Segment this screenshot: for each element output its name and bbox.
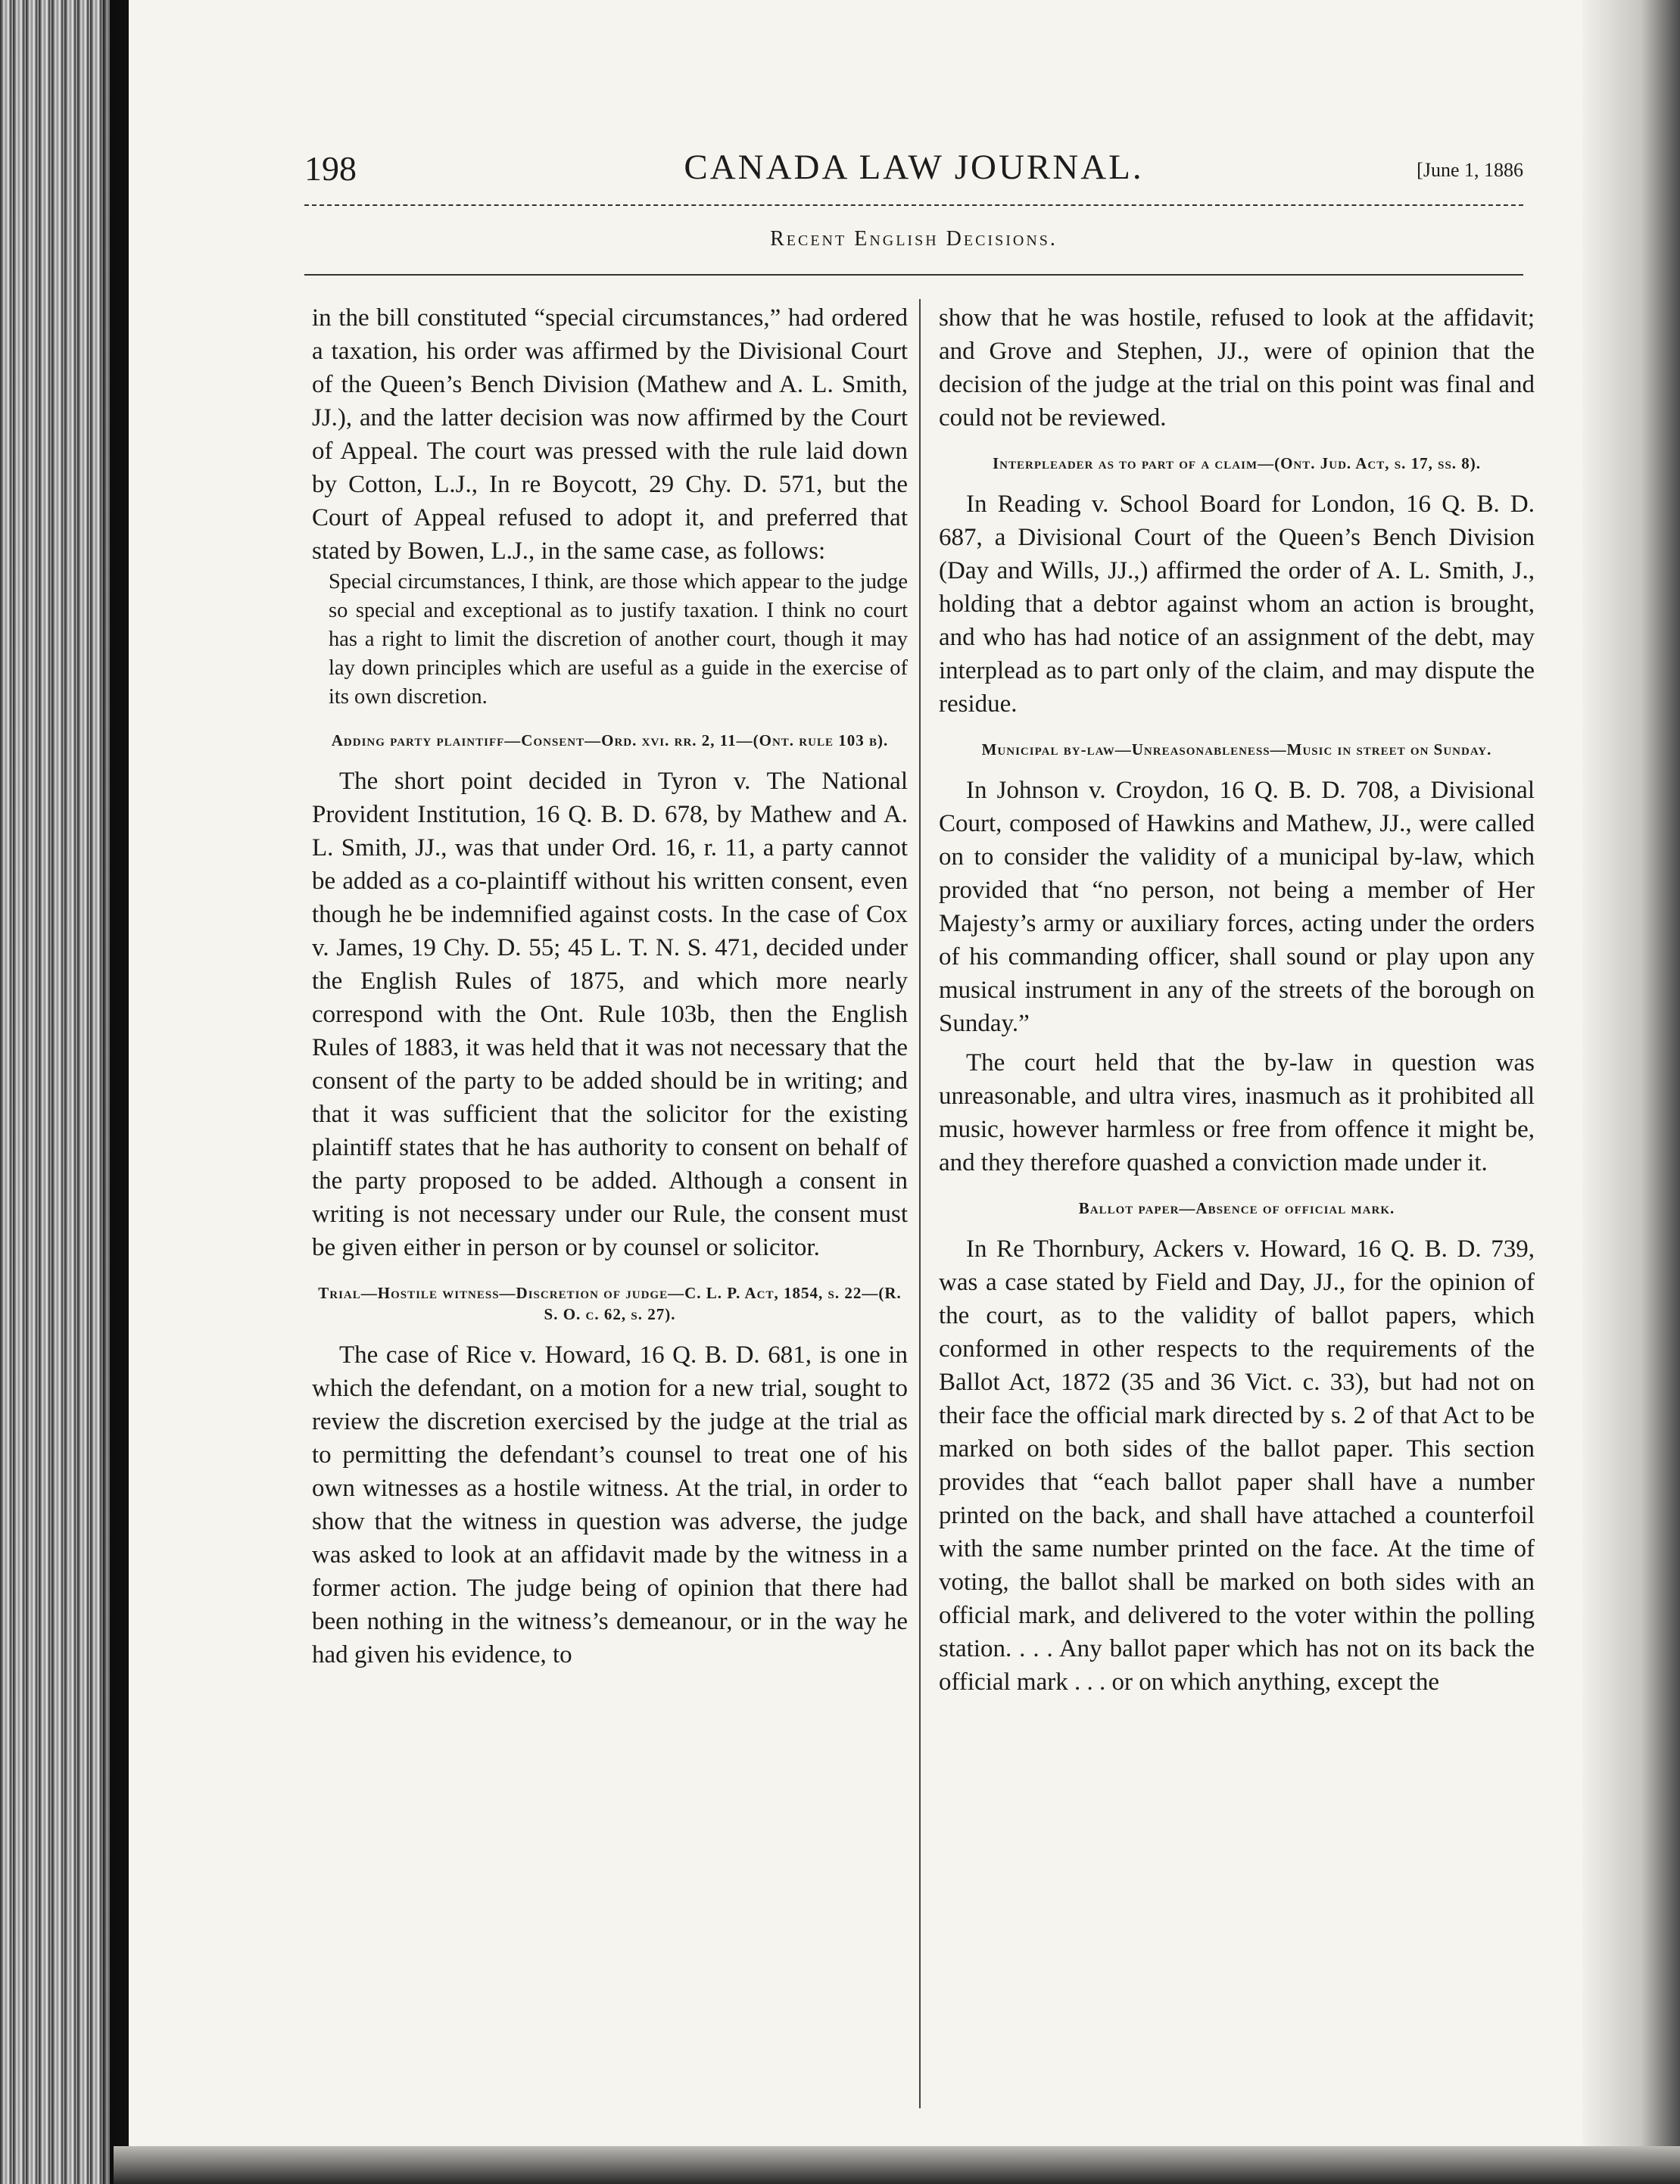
right-paragraph-3: In Johnson v. Croydon, 16 Q. B. D. 708, a Divisional Court, composed of Hawkins and Mathew, JJ., were called on to consider the validity of a municipal by-law, which provided that “no person, not being a member of Her Majesty’s army or auxiliary forces, acting under the orders of his commanding officer, shall sound or play upon any musical instrument in any of the streets of the borough on Sunday.”	[939, 777, 1535, 1037]
right-paragraph-5: In Re Thornbury, Ackers v. Howard, 16 Q. B. D. 739, was a case stated by Field and Day, JJ., for the opinion of the court, as to the validity of ballot papers, which conformed in other respects to the requirements of the Ballot Act, 1872 (35 and 36 Vict. c. 33), but had not on their face the official mark directed by s. 2 of that Act to be marked on both sides of the ballot paper. This section provides that “each ballot paper shall have a number printed on the back, and shall have attached a counterfoil with the same number printed on the face. At the time of voting, the ballot shall be marked on both sides with an official mark, and delivered to the voter within the polling station. . . . Any ballot paper which has not on its back the official mark . . . or on which anything, except the	[939, 1235, 1535, 1696]
left-heading-2: Trial—Hostile witness—Discretion of judge—C. L. P. Act, 1854, s. 22—(R. S. O. c. 62, s. 27).	[318, 1284, 902, 1323]
right-column	[939, 301, 1535, 1699]
issue-date: [June 1, 1886	[1417, 159, 1523, 181]
bottom-page-edge	[114, 2146, 1680, 2184]
page-number: 198	[304, 149, 357, 188]
running-header	[304, 142, 1523, 188]
left-paragraph-1: in the bill constituted “special circumstances,” had ordered a taxation, his order was affirmed by the Divisional Court of the Queen’s Bench Division (Mathew and A. L. Smith, JJ.), and the latter decision was now affirmed by the Court of Appeal. The court was pressed with the rule laid down by Cotton, L.J., In re Boycott, 29 Chy. D. 571, but the Court of Appeal refused to adopt it, and preferred that stated by Bowen, L.J., in the same case, as follows:	[312, 304, 908, 565]
right-paragraph-4: The court held that the by-law in question was unreasonable, and ultra vires, inasmuch as it prohibited all music, however harmless or free from offence it might be, and they therefore quashed a conviction made under it.	[939, 1049, 1535, 1176]
left-paragraph-3: The case of Rice v. Howard, 16 Q. B. D. 681, is one in which the defendant, on a motion for a new trial, sought to review the discretion exercised by the judge at the trial as to permitting the defendant’s counsel to treat one of his own witnesses as a hostile witness. At the trial, in order to show that the witness in question was adverse, the judge was asked to look at an affidavit made by the witness in a former action. The judge being of opinion that there had been nothing in the witness’s demeanour, or in the way he had given his evidence, to	[312, 1341, 908, 1668]
left-column	[312, 301, 908, 1671]
right-heading-2: Municipal by-law—Unreasonableness—Music in street on Sunday.	[981, 740, 1492, 759]
column-divider	[919, 299, 921, 2108]
section-title: Recent English Decisions.	[770, 227, 1058, 251]
left-paragraph-2: The short point decided in Tyron v. The National Provident Institution, 16 Q. B. D. 678, by Mathew and A. L. Smith, JJ., was that under Ord. 16, r. 11, a party cannot be added as a co-plaintiff without his written consent, even though he be indemnified against costs. In the case of Cox v. James, 19 Chy. D. 55; 45 L. T. N. S. 471, decided under the English Rules of 1875, and which more nearly correspond with the Ont. Rule 103b, then the English Rules of 1883, it was held that it was not necessary that the consent of the party to be added should be in writing; and that it was sufficient that the solicitor for the existing plaintiff states that he has authority to consent on behalf of the party proposed to be added. Although a consent in writing is not necessary under our Rule, the consent must be given either in person or by counsel or solicitor.	[312, 768, 908, 1261]
header-rule	[304, 204, 1523, 206]
right-heading-1: Interpleader as to part of a claim—(Ont. Jud. Act, s. 17, ss. 8).	[992, 454, 1482, 472]
journal-title: CANADA LAW JOURNAL.	[684, 148, 1144, 187]
book-binding	[0, 0, 110, 2184]
left-quote: Special circumstances, I think, are those which appear to the judge so special and exceptional as to justify taxation. I think no court has a right to limit the discretion of another court, though it may lay down principles which are useful as a guide in the exercise of its own discretion.	[329, 570, 908, 709]
right-heading-3: Ballot paper—Absence of official mark.	[1078, 1199, 1395, 1217]
right-paragraph-1: show that he was hostile, refused to look at the affidavit; and Grove and Stephen, JJ., were of opinion that the decision of the judge at the trial on this point was final and could not be reviewed.	[939, 304, 1535, 432]
binding-shadow	[102, 0, 132, 2184]
section-rule	[304, 274, 1523, 276]
page-edge	[1582, 0, 1680, 2184]
left-heading-1: Adding party plaintiff—Consent—Ord. xvi. rr. 2, 11—(Ont. rule 103 b).	[331, 731, 889, 749]
right-paragraph-2: In Reading v. School Board for London, 16 Q. B. D. 687, a Divisional Court of the Queen’s Bench Division (Day and Wills, JJ.,) affirmed the order of A. L. Smith, J., holding that a debtor against whom an action is brought, and who has had notice of an assignment of the debt, may interplead as to part only of the claim, and may dispute the residue.	[939, 491, 1535, 718]
